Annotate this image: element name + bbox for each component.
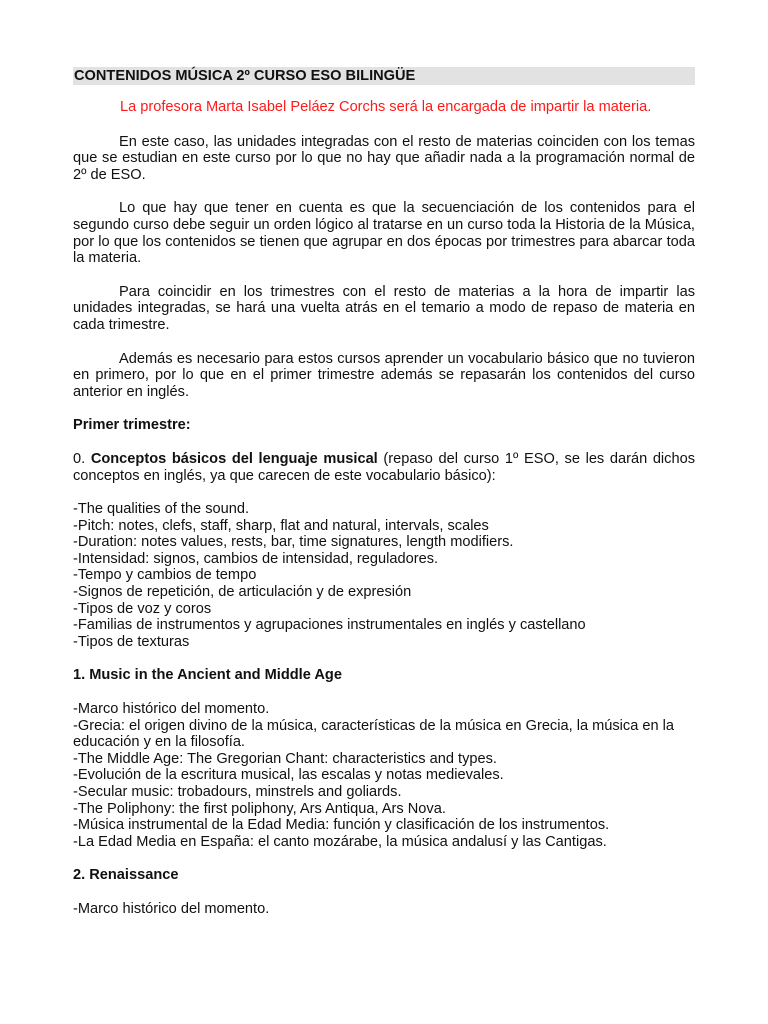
list-item: -Intensidad: signos, cambios de intensidad, reguladores.	[73, 550, 439, 567]
unit0-intro	[73, 451, 695, 484]
document-title: CONTENIDOS MÚSICA 2º CURSO ESO BILINGÜE	[73, 67, 695, 85]
list-item: -Duration: notes values, rests, bar, time signatures, length modifiers.	[73, 534, 514, 551]
list-item: -La Edad Media en España: el canto mozárabe, la música andalusí y las Cantigas.	[73, 833, 607, 850]
list-item: -Evolución de la escritura musical, las escalas y notas medievales.	[73, 767, 504, 784]
list-item: -Música instrumental de la Edad Media: función y clasificación de los instrumentos.	[73, 817, 610, 834]
list-item: -Tipos de voz y coros	[73, 600, 212, 617]
teacher-note: La profesora Marta Isabel Peláez Corchs será la encargada de impartir la materia.	[120, 99, 652, 115]
unit1-list	[73, 701, 695, 850]
list-item: -Secular music: trobadours, minstrels and goliards.	[73, 784, 402, 800]
paragraph-vocabulary: Además es necesario para estos cursos aprender un vocabulario básico que no tuvieron en primero, por lo que en el primer trimestre además se repasarán los contenidos del curso anterior en inglés.	[73, 350, 695, 400]
unit2-title: 2. Renaissance	[73, 867, 179, 884]
list-item: -The Middle Age: The Gregorian Chant: characteristics and types.	[73, 750, 497, 767]
unit2-list	[73, 901, 695, 918]
term-heading: Primer trimestre:	[73, 417, 191, 434]
list-item: -Pitch: notes, clefs, staff, sharp, flat and natural, intervals, scales	[73, 517, 489, 534]
unit0-title: Conceptos básicos del lenguaje musical	[90, 450, 378, 467]
list-item: -Marco histórico del momento.	[73, 900, 270, 917]
unit0-list	[73, 501, 695, 650]
document-page	[73, 67, 695, 935]
list-item: -The Poliphony: the first poliphony, Ars Antiqua, Ars Nova.	[73, 800, 446, 817]
unit0-description: (repaso del curso 1º ESO, se les darán dichos conceptos en inglés, ya que carecen de este vocabulario básico):	[73, 450, 696, 484]
paragraph-intro: En este caso, las unidades integradas con el resto de materias coinciden con los temas que se estudian en este curso por lo que no hay que añadir nada a la programación normal de 2º de ESO.	[73, 133, 695, 183]
paragraph-trimesters: Para coincidir en los trimestres con el resto de materias a la hora de impartir las unidades integradas, se hará una vuelta atrás en el temario a modo de repaso de materia en cada trimestre.	[73, 283, 695, 333]
list-item: -Grecia: el origen divino de la música, características de la música en Grecia, la música en la educación y en la filosofía.	[73, 717, 675, 751]
list-item: -Tipos de texturas	[73, 633, 190, 650]
list-item: -Marco histórico del momento.	[73, 701, 270, 718]
list-item: -Tempo y cambios de tempo	[73, 567, 257, 584]
list-item: -The qualities of the sound.	[73, 501, 250, 518]
unit1-title: 1. Music in the Ancient and Middle Age	[73, 667, 342, 684]
paragraph-sequencing: Lo que hay que tener en cuenta es que la secuenciación de los contenidos para el segundo curso debe seguir un orden lógico al tratarse en un curso toda la Historia de la Música, por lo que los contenidos se tienen que agrupar en dos épocas por trimestres para abarcar toda la materia.	[73, 200, 695, 267]
unit0-number: 0.	[73, 450, 86, 467]
list-item: -Familias de instrumentos y agrupaciones instrumentales en inglés y castellano	[73, 617, 586, 634]
list-item: -Signos de repetición, de articulación y de expresión	[73, 584, 412, 601]
